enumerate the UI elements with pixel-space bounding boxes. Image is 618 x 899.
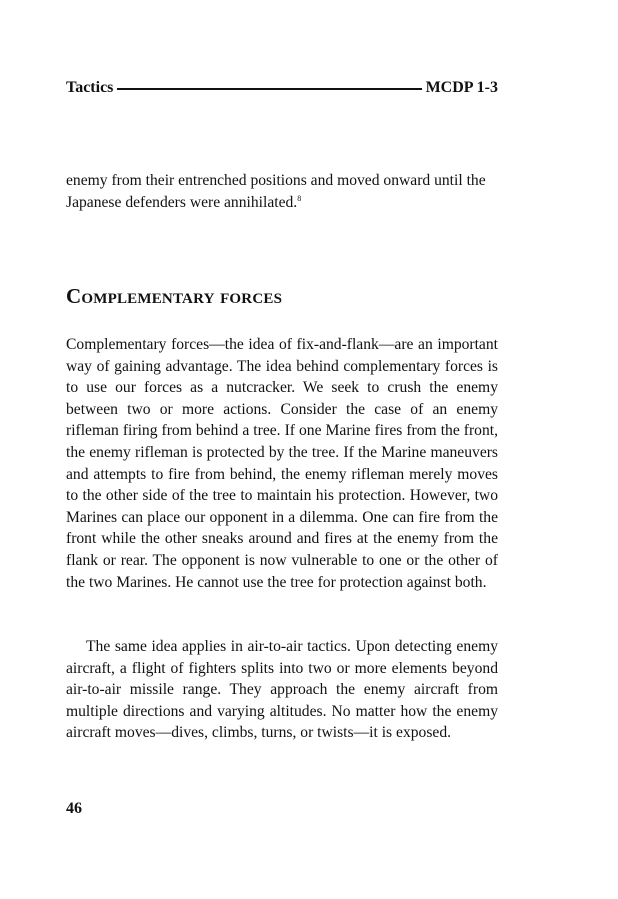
carryover-paragraph — [66, 170, 498, 213]
header-title: Tactics — [66, 79, 114, 96]
running-header — [66, 78, 498, 98]
body-paragraph-1: Complementary forces—the idea of fix-and-flank—are an important way of gaining advantage. The idea behind complementary forces is to use our forces as a nutcracker. We seek to crush the enemy between two or more actions. Consider the case of an enemy rifleman firing from behind a tree. If one Marine fires from the front, the enemy rifleman is protected by the tree. If the Marine maneuvers and attempts to fire from behind, the enemy rifleman merely moves to the other side of the tree to maintain his protection. However, two Marines can place our opponent in a dilemma. One can fire from the front while the other sneaks around and fires at the enemy from the flank or rear. The opponent is now vulnerable to one or the other of the two Marines. He cannot use the tree for protection against both. — [66, 336, 498, 591]
header-publication: MCDP 1-3 — [425, 79, 498, 96]
body-paragraph-2: The same idea applies in air-to-air tactics. Upon detecting enemy aircraft, a flight of fighters splits into two or more elements beyond air-to-air missile range. They approach the enemy aircraft from multiple directions and varying altitudes. No matter how the enemy aircraft moves—dives, climbs, turns, or twists—it is exposed. — [66, 638, 498, 742]
carryover-text: enemy from their entrenched positions and moved onward until the Japanese defenders were annihilated. — [66, 172, 486, 211]
footnote-marker: 8 — [297, 193, 302, 203]
header-rule — [117, 88, 421, 90]
page-number: 46 — [66, 800, 82, 817]
section-heading: Complementary forces — [66, 284, 283, 308]
